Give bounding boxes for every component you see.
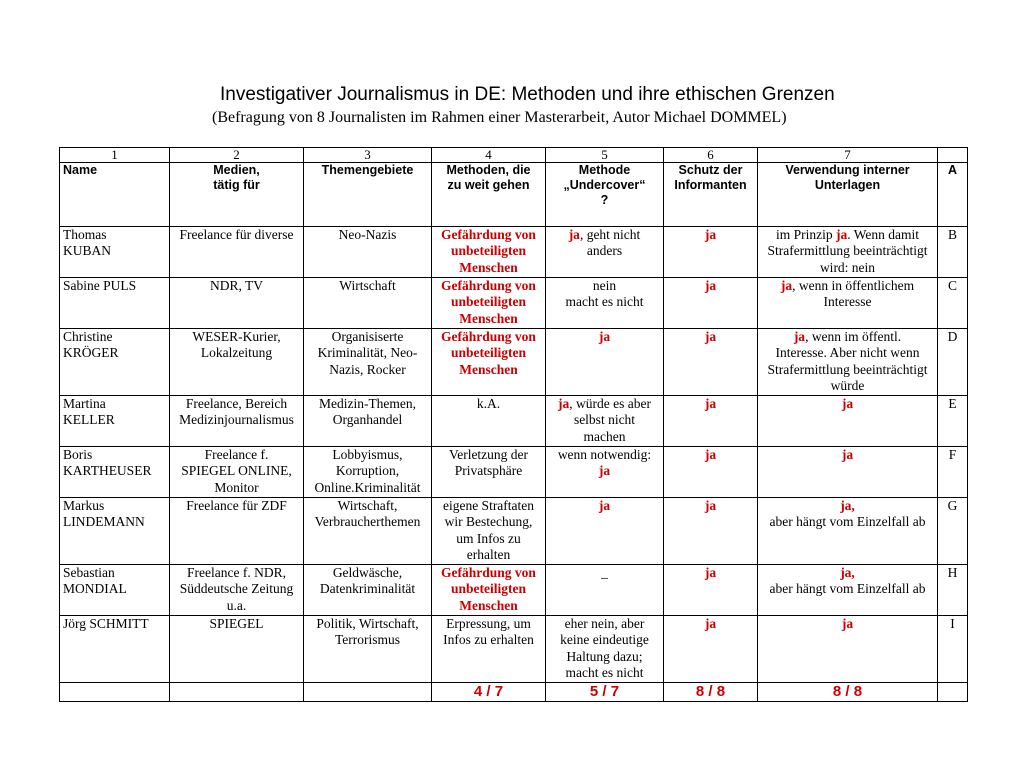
cell-fragment: ja (841, 616, 854, 631)
cell-line (549, 447, 660, 463)
cell-line: Christine (63, 329, 113, 344)
cell-line: Jörg SCHMITT (63, 616, 149, 631)
total-internal: 8 / 8 (758, 683, 938, 702)
cell-fragment: , geht nicht (579, 227, 641, 242)
cell-line: Neo-Nazis (338, 227, 397, 242)
cell-line: ja (704, 278, 717, 293)
cell-fragment: nein (592, 278, 617, 293)
header-undercover (546, 163, 664, 227)
header-text: tätig für (213, 178, 260, 192)
cell-line (761, 565, 934, 581)
cell-protection (664, 447, 758, 498)
total-undercover: 5 / 7 (546, 683, 664, 702)
cell-line: keine eindeutige (560, 632, 649, 648)
cell-line: Lobbyismus, (332, 447, 403, 462)
cell-fragment: ja (568, 227, 580, 242)
cell-protection (664, 329, 758, 396)
cell-line: Freelance, Bereich (185, 396, 288, 411)
table-row (60, 447, 968, 498)
cell-line: Menschen (459, 361, 518, 377)
cell-line: Verbraucherthemen (314, 514, 421, 530)
cell-methods (432, 227, 546, 278)
cell-line: Organisiserte (331, 329, 404, 344)
total-empty (304, 683, 432, 702)
header-text: Name (63, 163, 98, 177)
cell-undercover (546, 616, 664, 683)
cell-line (549, 616, 660, 632)
cell-undercover (546, 278, 664, 329)
cell-line: Menschen (459, 310, 518, 326)
cell-fragment: . Wenn damit (847, 227, 920, 242)
total-protection: 8 / 8 (664, 683, 758, 702)
cell-line: Verletzung der Privatsphäre (448, 447, 529, 479)
cell-line (761, 447, 934, 463)
cell-line: aber hängt vom Einzelfall ab (769, 581, 926, 597)
header-media (170, 163, 304, 227)
total-empty (60, 683, 170, 702)
cell-line: MONDIAL (63, 581, 127, 597)
cell-line: Gefährdung von (441, 329, 536, 344)
cell-media (170, 447, 304, 498)
cell-protection (664, 227, 758, 278)
cell-fragment: ja (558, 396, 570, 411)
row-letter: E (938, 396, 968, 447)
cell-line: ja (704, 227, 717, 242)
cell-name (60, 278, 170, 329)
cell-media (170, 498, 304, 565)
cell-methods (432, 278, 546, 329)
cell-protection (664, 498, 758, 565)
header-text: „Undercover“ (563, 178, 646, 192)
cell-internal (758, 329, 938, 396)
table-row (60, 616, 968, 683)
cell-line: Online.Kriminalität (314, 479, 421, 495)
cell-protection (664, 278, 758, 329)
header-text: Verwendung interner (785, 163, 910, 177)
column-number: 5 (546, 148, 664, 163)
cell-line: Menschen (459, 259, 518, 275)
cell-protection (664, 565, 758, 616)
cell-line: Sebastian (63, 565, 115, 580)
cell-fragment: ja (793, 329, 806, 344)
cell-undercover (546, 498, 664, 565)
cell-line: Freelance für ZDF (186, 498, 287, 513)
cell-media (170, 616, 304, 683)
cell-line (761, 396, 934, 412)
row-letter: G (938, 498, 968, 565)
cell-line: wird: nein (819, 259, 876, 275)
cell-name (60, 329, 170, 396)
header-text: Medien, (213, 163, 260, 177)
cell-line: Thomas (63, 227, 107, 242)
total-methods: 4 / 7 (432, 683, 546, 702)
cell-line: Interesse. Aber nicht wenn (775, 345, 920, 361)
cell-line: Interesse (823, 294, 872, 310)
cell-protection (664, 616, 758, 683)
column-number-empty (938, 148, 968, 163)
cell-internal (758, 498, 938, 565)
cell-line: Markus (63, 498, 105, 513)
cell-line: Korruption, (335, 463, 400, 479)
cell-fragment: , würde es aber (569, 396, 651, 411)
cell-topics (304, 329, 432, 396)
cell-line (761, 329, 934, 345)
cell-line: Wirtschaft, (337, 498, 398, 513)
cell-line: Strafermittlung beeinträchtigt (767, 243, 928, 259)
cell-line (549, 329, 660, 345)
table-row (60, 565, 968, 616)
survey-table (59, 147, 968, 702)
cell-fragment: ja (841, 396, 854, 411)
row-letter: F (938, 447, 968, 498)
header-internal (758, 163, 938, 227)
cell-name (60, 447, 170, 498)
cell-line: Boris (63, 447, 93, 462)
header-methods (432, 163, 546, 227)
cell-line: unbeteiligten (450, 243, 526, 259)
cell-methods (432, 498, 546, 565)
cell-line: Freelance für diverse (179, 227, 294, 242)
cell-line: ja (704, 329, 717, 344)
cell-line: KELLER (63, 412, 115, 428)
cell-internal (758, 447, 938, 498)
cell-line: Martina (63, 396, 106, 411)
cell-line: u.a. (226, 597, 247, 613)
header-topics (304, 163, 432, 227)
cell-line (761, 278, 934, 294)
row-letter: I (938, 616, 968, 683)
header-text: Schutz der (678, 163, 743, 177)
cell-line: Haltung dazu; (566, 648, 643, 664)
page-title: Investigativer Journalismus in DE: Methoden und ihre ethischen Grenzen (220, 84, 835, 105)
cell-line: KRÖGER (63, 345, 119, 361)
header-name (60, 163, 170, 227)
cell-line: WESER-Kurier, (192, 329, 281, 344)
header-text: ? (600, 193, 609, 207)
cell-line: macht es nicht (565, 664, 644, 680)
cell-media (170, 278, 304, 329)
column-number: 6 (664, 148, 758, 163)
cell-internal (758, 616, 938, 683)
cell-line: Nazis, Rocker (329, 361, 406, 377)
cell-fragment: ja (841, 447, 854, 462)
cell-line: Strafermittlung beeinträchtigt (767, 361, 928, 377)
header-text: zu weit gehen (447, 178, 530, 192)
cell-line: Gefährdung von (441, 227, 536, 242)
cell-topics (304, 227, 432, 278)
cell-line: unbeteiligten (450, 581, 526, 597)
header-text: Methoden, die (446, 163, 531, 177)
table-row (60, 227, 968, 278)
cell-fragment: , wenn im öffentl. (805, 329, 902, 344)
cell-methods (432, 447, 546, 498)
cell-name (60, 227, 170, 278)
table-row (60, 278, 968, 329)
cell-line: NDR, TV (209, 278, 263, 293)
cell-media (170, 565, 304, 616)
column-number: 1 (60, 148, 170, 163)
cell-line: ja (704, 616, 717, 631)
cell-line: Gefährdung von (441, 278, 536, 293)
page-subtitle: (Befragung von 8 Journalisten im Rahmen einer Masterarbeit, Autor Michael DOMMEL) (212, 109, 787, 126)
cell-line: Freelance f. (204, 447, 269, 462)
cell-fragment: eher nein, aber (564, 616, 645, 631)
cell-line (761, 227, 934, 243)
cell-line: würde (830, 377, 865, 393)
cell-methods (432, 329, 546, 396)
cell-topics (304, 565, 432, 616)
cell-line: aber hängt vom Einzelfall ab (769, 514, 926, 530)
cell-line: Organhandel (332, 412, 403, 428)
cell-fragment: ja (835, 227, 848, 242)
column-number-row (60, 148, 968, 163)
cell-name (60, 616, 170, 683)
cell-line (549, 498, 660, 514)
cell-undercover (546, 396, 664, 447)
cell-methods (432, 616, 546, 683)
cell-line: ja (704, 447, 717, 462)
table-row (60, 396, 968, 447)
cell-name (60, 498, 170, 565)
cell-line: Geldwäsche, (332, 565, 403, 580)
cell-fragment: ja, (840, 565, 855, 580)
header-text: Themengebiete (321, 163, 414, 177)
cell-line: Kriminalität, Neo- (317, 345, 418, 361)
row-letter: A (938, 163, 968, 227)
cell-line: Erpressung, um Infos zu erhalten (443, 616, 534, 648)
row-letter: H (938, 565, 968, 616)
cell-undercover (546, 227, 664, 278)
row-letter: D (938, 329, 968, 396)
cell-line (761, 498, 934, 514)
cell-line: k.A. (476, 396, 501, 411)
cell-methods (432, 565, 546, 616)
cell-line: ja (598, 463, 611, 479)
cell-line: Lokalzeitung (200, 345, 273, 361)
cell-line (549, 396, 660, 412)
cell-line: _ (601, 565, 608, 580)
cell-media (170, 329, 304, 396)
row-letter: C (938, 278, 968, 329)
cell-line: Terrorismus (334, 632, 401, 648)
header-protection (664, 163, 758, 227)
cell-line: anders (586, 243, 623, 259)
cell-line: ja (704, 396, 717, 411)
cell-topics (304, 447, 432, 498)
cell-fragment: ja (598, 498, 611, 513)
cell-line: Süddeutsche Zeitung (179, 581, 294, 597)
cell-media (170, 227, 304, 278)
cell-line: LINDEMANN (63, 514, 145, 530)
cell-internal (758, 227, 938, 278)
table-row (60, 329, 968, 396)
totals-row (60, 683, 968, 702)
cell-internal (758, 278, 938, 329)
cell-line: ja (704, 498, 717, 513)
column-number: 4 (432, 148, 546, 163)
cell-line: Medizinjournalismus (179, 412, 294, 428)
cell-methods (432, 396, 546, 447)
cell-undercover (546, 329, 664, 396)
cell-fragment: ja, (840, 498, 855, 513)
cell-line: unbeteiligten (450, 345, 526, 361)
header-text: Informanten (674, 178, 747, 192)
cell-line: Monitor (214, 479, 259, 495)
cell-line: KUBAN (63, 243, 112, 259)
cell-line: selbst nicht (573, 412, 636, 428)
cell-line: Menschen (459, 597, 518, 613)
cell-line: Politik, Wirtschaft, (316, 616, 419, 631)
cell-line: ja (704, 565, 717, 580)
cell-line: macht es nicht (565, 294, 644, 310)
cell-line: machen (583, 428, 626, 444)
cell-line: KARTHEUSER (63, 463, 152, 479)
cell-fragment: wenn notwendig: (557, 447, 652, 462)
cell-line: unbeteiligten (450, 294, 526, 310)
header-text: Unterlagen (814, 178, 881, 192)
column-number: 7 (758, 148, 938, 163)
cell-name (60, 565, 170, 616)
column-number: 2 (170, 148, 304, 163)
cell-undercover (546, 565, 664, 616)
cell-line: Datenkriminalität (319, 581, 416, 597)
cell-line: eigene Straftaten wir Bestechung, um Infos zu erhalten (442, 498, 535, 562)
cell-topics (304, 396, 432, 447)
total-empty (170, 683, 304, 702)
header-row (60, 163, 968, 227)
column-number: 3 (304, 148, 432, 163)
cell-fragment: ja (780, 278, 793, 293)
cell-topics (304, 498, 432, 565)
header-text: Methode (578, 163, 631, 177)
table-row (60, 498, 968, 565)
cell-media (170, 396, 304, 447)
cell-line (761, 616, 934, 632)
cell-internal (758, 396, 938, 447)
cell-fragment: ja (598, 329, 611, 344)
cell-line (549, 278, 660, 294)
cell-name (60, 396, 170, 447)
cell-fragment: im Prinzip (775, 227, 836, 242)
cell-line: Sabine PULS (63, 278, 137, 293)
row-letter: B (938, 227, 968, 278)
cell-internal (758, 565, 938, 616)
cell-undercover (546, 447, 664, 498)
cell-line: SPIEGEL ONLINE, (181, 463, 292, 479)
cell-topics (304, 616, 432, 683)
cell-fragment: , wenn in öffentlichem (792, 278, 915, 293)
cell-protection (664, 396, 758, 447)
cell-line: SPIEGEL (209, 616, 264, 631)
cell-line: Gefährdung von (441, 565, 536, 580)
cell-line: Freelance f. NDR, (187, 565, 286, 580)
cell-line (549, 227, 660, 243)
cell-line: Medizin-Themen, (318, 396, 417, 411)
cell-topics (304, 278, 432, 329)
total-empty (938, 683, 968, 702)
cell-line: Wirtschaft (339, 278, 396, 293)
